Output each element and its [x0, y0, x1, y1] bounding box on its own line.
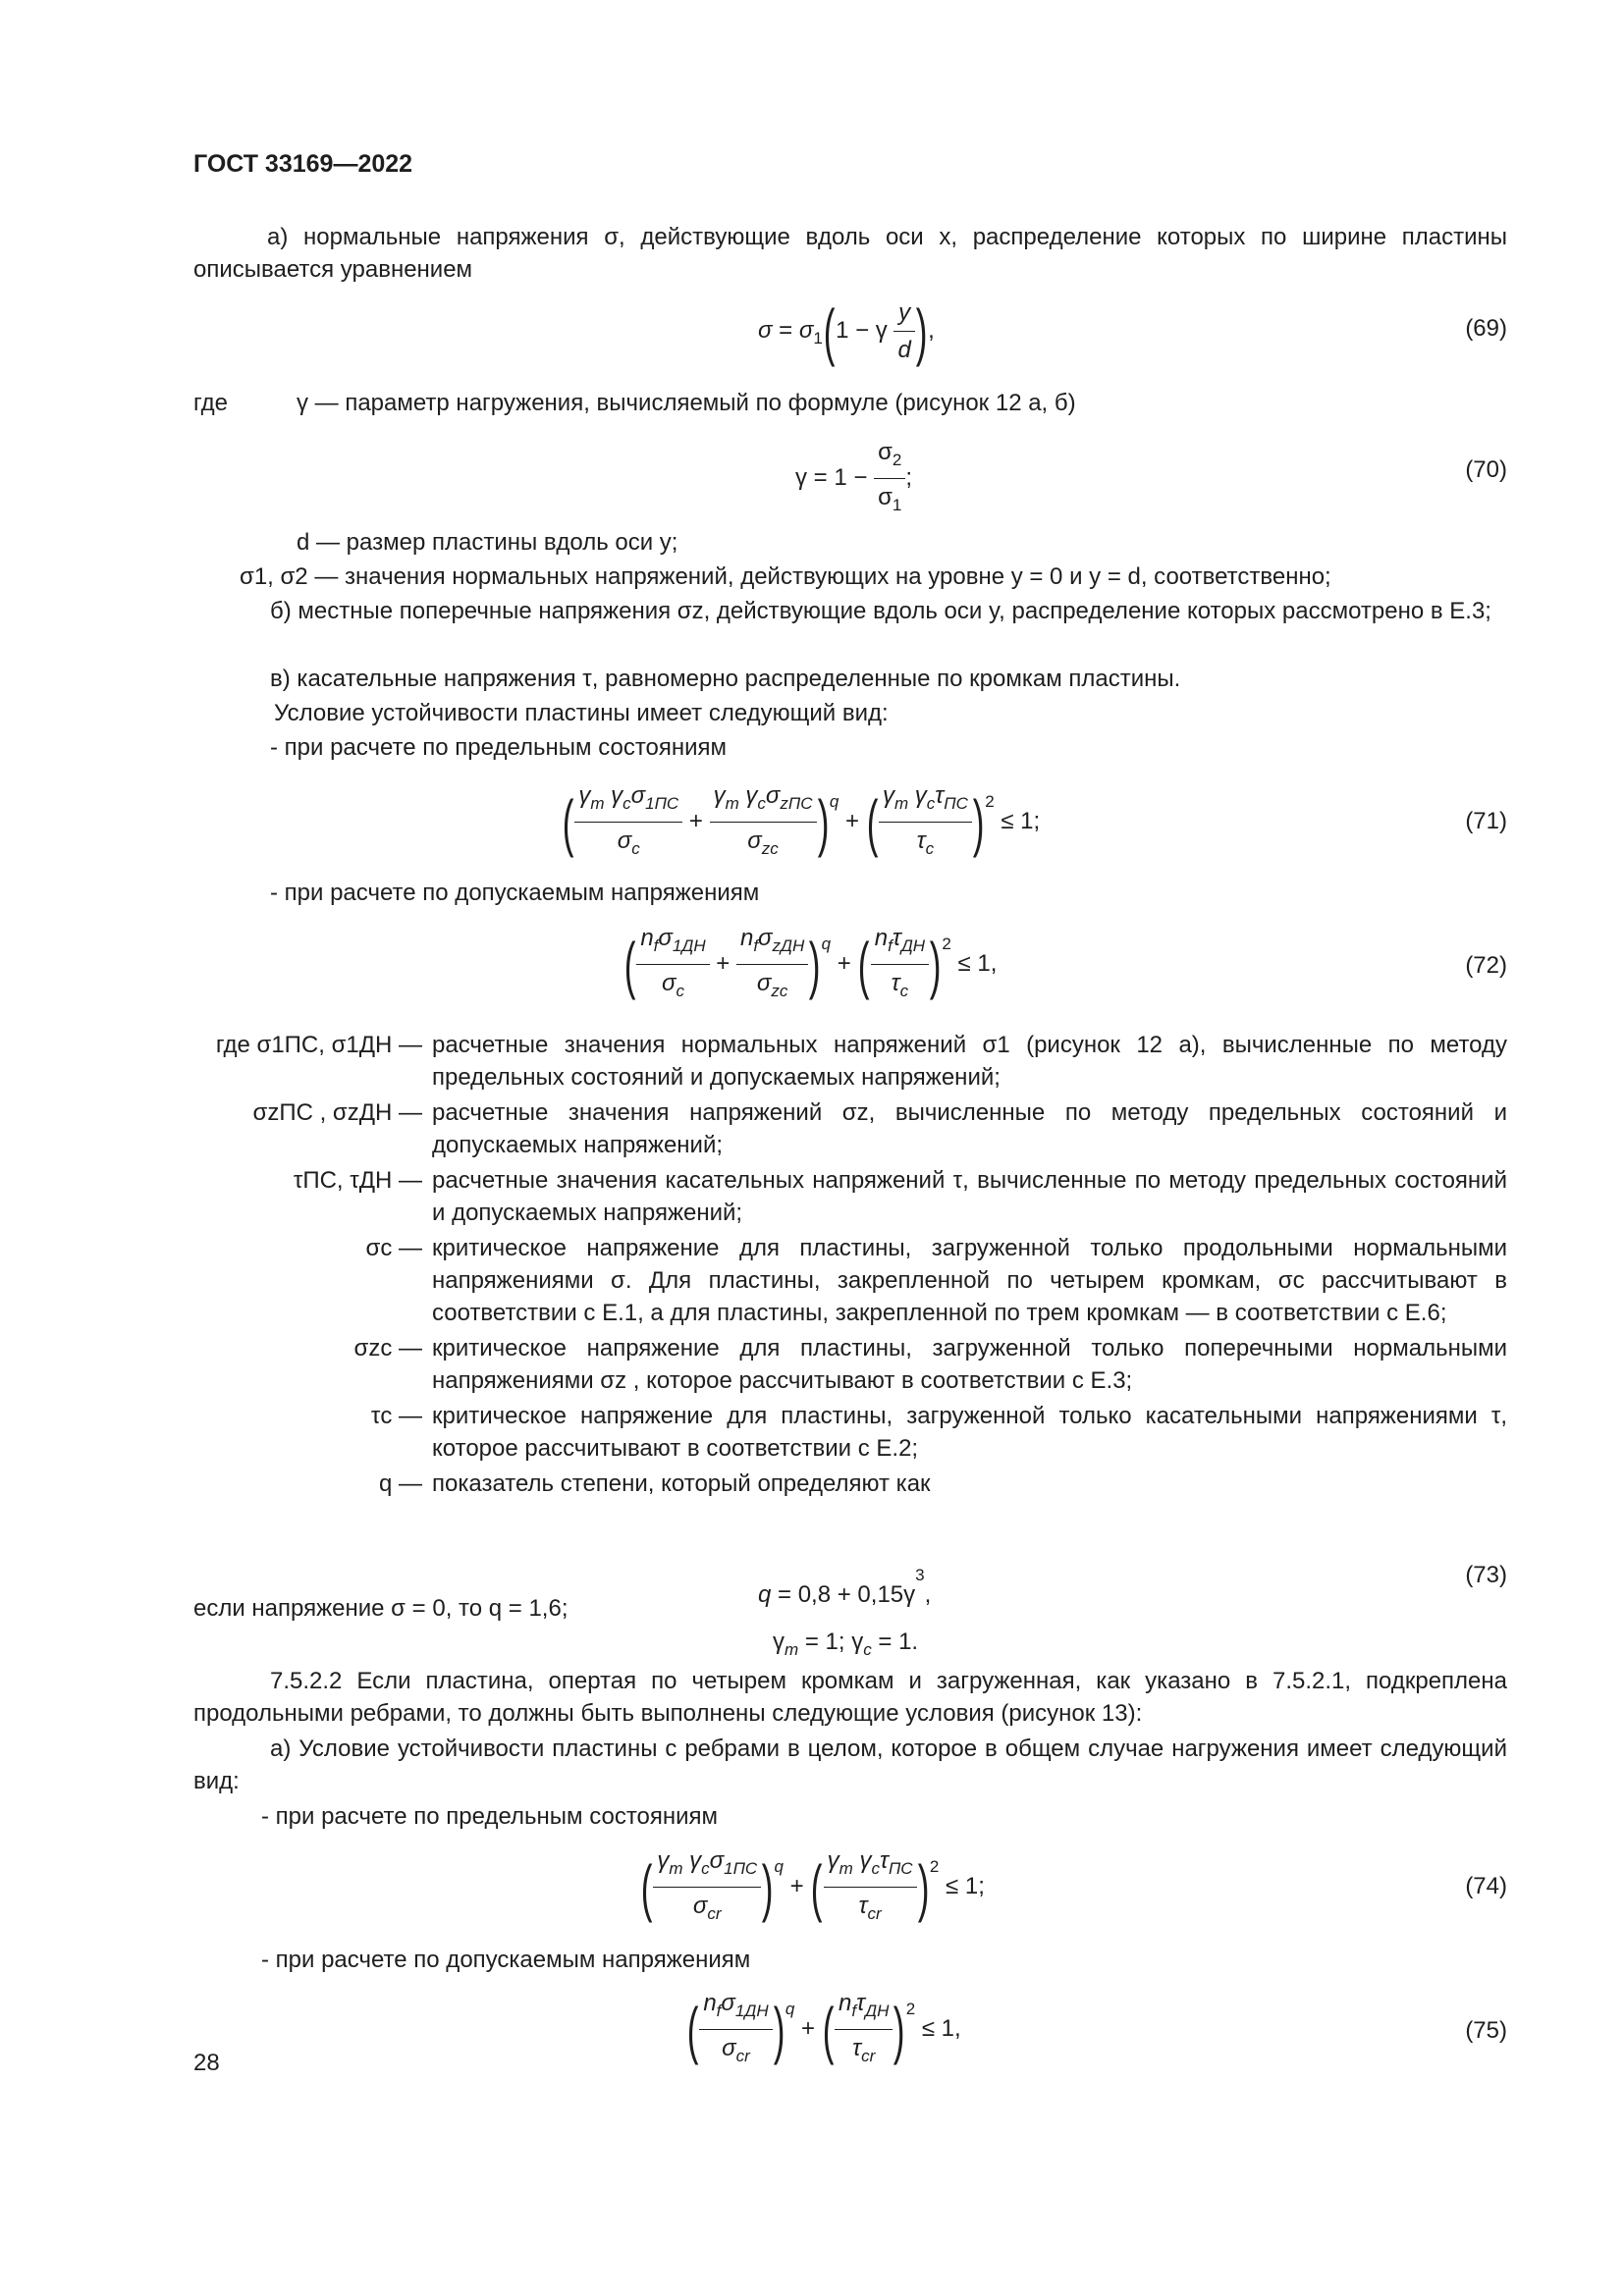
equation-73: [193, 1559, 1507, 1608]
definition-term: σzПС , σzДН —: [252, 1099, 422, 1126]
paragraph-a: [193, 221, 1507, 286]
limit-states-1-text: - при расчете по предельным состояниям: [270, 734, 728, 761]
definitions-list: [193, 1029, 1507, 1500]
paragraph-condition: [193, 697, 1507, 729]
eq74-le: ≤ 1;: [946, 1872, 985, 1899]
paragraph-a-text: а) нормальные напряжения σ, действующие вдоль оси x, распределение которых по ширине пластины описывается уравнением: [193, 224, 1507, 283]
paragraph-b-text: б) местные поперечные напряжения σz, действующие вдоль оси y, распределение которых рассмотрено в Е.3;: [270, 598, 1491, 624]
definition-row: [193, 1400, 1507, 1465]
equation-75-formula: ( $\frac{n_f\sigma_{1ДН}}{\sigma_{cr}}$ )$^q$ + ( $\frac{n_f\tau_{ДН}}{\tau_{cr}}$ )$^2$ ≤ 1,: [686, 1987, 961, 2072]
allowable-2-text: - при расчете по допускаемым напряжениям: [261, 1947, 751, 1973]
equation-gamma-mc-formula: $\gamma_m = 1$; $\gamma_c = 1$.: [773, 1629, 919, 1659]
definition-row: [193, 1164, 1507, 1229]
definition-desc: критическое напряжение для пластины, загруженной только продольными нормальными напряжениями σ. Для пластины, закрепленной по четырем кромкам, σc рассчитывают в соответствии с Е.1, а для пластины, закрепленной по трем кромкам — в соответствии с Е.6;: [432, 1235, 1507, 1326]
equation-74: [193, 1841, 1507, 1939]
equation-73-formula: $q = 0,8 + 0,15\gamma^3$,: [758, 1566, 932, 1608]
paragraph-a2: [193, 1733, 1507, 1797]
definition-term: τПС, τДН —: [293, 1167, 422, 1194]
equation-gamma-mc: [193, 1626, 1507, 1661]
paragraph-condition-text: Условие устойчивости пластины имеет следующий вид:: [274, 700, 889, 726]
d-definition-text: d — размер пластины вдоль оси y;: [297, 529, 678, 556]
equation-69-number: (69): [1465, 315, 1507, 342]
definition-desc: расчетные значения нормальных напряжений σ1 (рисунок 12 а), вычисленные по методу предельных состояний и допускаемых напряжений;: [432, 1032, 1507, 1091]
page-number: 28: [193, 2050, 220, 2076]
eq69-lhs: $\sigma = \sigma_1$: [758, 316, 823, 347]
limit-states-1: [193, 731, 1507, 764]
paragraph-7522-text: 7.5.2.2 Если пластина, опертая по четырем кромкам и загруженная, как указано в 7.5.2.1, подкреплена продольными ребрами, то должны быть выполнены следующие условия (рисунок 13):: [193, 1668, 1507, 1727]
definition-term: где σ1ПС, σ1ДН —: [215, 1032, 422, 1058]
equation-71-number: (71): [1465, 808, 1507, 834]
definition-desc: расчетные значения касательных напряжений τ, вычисленные по методу предельных состояний и допускаемых напряжений;: [432, 1167, 1507, 1226]
equation-74-formula: ( $\frac{\gamma_m \gamma_c\sigma_{1ПС}}{\sigma_{cr}}$ )$^q$ + ( $\frac{\gamma_m \gamma_c\tau_{ПС}}{\tau_{cr}}$ )$^2$ ≤ 1;: [640, 1844, 985, 1930]
definition-term: σzc —: [353, 1335, 422, 1362]
document-header: ГОСТ 33169—2022: [193, 150, 413, 178]
definition-term: τc —: [370, 1403, 422, 1429]
equation-75: [193, 1983, 1507, 2081]
definition-term: q —: [378, 1470, 422, 1497]
definition-desc: критическое напряжение для пластины, загруженной только касательными напряжениями τ, которое рассчитывают в соответствии с Е.2;: [432, 1403, 1507, 1462]
eq71-le: ≤ 1;: [1001, 807, 1041, 834]
gamma-definition-text: γ — параметр нагружения, вычисляемый по формуле (рисунок 12 а, б): [297, 390, 1076, 416]
definition-row: [193, 1096, 1507, 1161]
eq72-le: ≤ 1,: [957, 949, 998, 977]
paragraph-v-text: в) касательные напряжения τ, равномерно распределенные по кромкам пластины.: [270, 666, 1181, 692]
equation-75-number: (75): [1465, 2017, 1507, 2044]
allowable-1-text: - при расчете по допускаемым напряжениям: [270, 880, 760, 906]
equation-71-formula: ( $\frac{\gamma_m \gamma_c\sigma_{1ПС}}{\sigma_c}$ + $\frac{\gamma_m \gamma_c\sigma_{zПС}}{\sigma_{zc}}$ )$^q$ + ( $\frac{\gamma_m \gamma_c\tau_{ПС}}{\tau_c}$ )$^2$ ≤ 1;: [562, 779, 1040, 865]
allowable-1: [193, 877, 1507, 909]
limit-states-2-text: - при расчете по предельным состояниям: [261, 1803, 719, 1830]
definition-desc: показатель степени, который определяют как: [432, 1470, 931, 1497]
equation-73-number: (73): [1465, 1562, 1507, 1588]
definition-row: [193, 1029, 1507, 1094]
definition-term: σc —: [365, 1235, 422, 1261]
gde-label: где: [193, 390, 229, 416]
allowable-2: [193, 1944, 1507, 1976]
sigma12-definition-text: σ1, σ2 — значения нормальных напряжений, действующих на уровне y = 0 и y = d, соответственно;: [240, 563, 1331, 590]
paragraph-a2-text: а) Условие устойчивости пластины с ребрами в целом, которое в общем случае нагружения имеет следующий вид:: [193, 1735, 1507, 1794]
equation-70-formula: γ = 1 − $\frac{\sigma_2}{\sigma_1}$ ;: [795, 436, 912, 521]
limit-states-2: [193, 1800, 1507, 1833]
equation-70-number: (70): [1465, 456, 1507, 483]
definition-row: [193, 1232, 1507, 1329]
equation-74-number: (74): [1465, 1873, 1507, 1899]
definition-desc: расчетные значения напряжений σz, вычисленные по методу предельных состояний и допускаемых напряжений;: [432, 1099, 1507, 1158]
if-sigma-zero: [193, 1592, 1507, 1625]
equation-72: [193, 918, 1507, 1016]
definition-row: [193, 1468, 1507, 1500]
eq75-le: ≤ 1,: [921, 2014, 961, 2042]
paragraph-b: [193, 595, 1507, 627]
equation-72-formula: ( $\frac{n_f\sigma_{1ДН}}{\sigma_c}$ + $\frac{n_f\sigma_{zДН}}{\sigma_{zc}}$ )$^q$ + ( $\frac{n_f\tau_{ДН}}{\tau_c}$ )$^2$ ≤ 1,: [623, 922, 997, 1007]
equation-71: [193, 775, 1507, 874]
definition-row: [193, 1332, 1507, 1397]
equation-69-formula: $\sigma = \sigma_1(1 - \gamma$ $\frac{y}{d}$ ),: [758, 295, 935, 367]
paragraph-v: [193, 663, 1507, 695]
definition-desc: критическое напряжение для пластины, загруженной только поперечными нормальными напряжениями σz , которое рассчитывают в соответствии с Е.3;: [432, 1335, 1507, 1394]
equation-70: [193, 432, 1507, 514]
paragraph-7522: [193, 1665, 1507, 1730]
if-sigma-zero-text: если напряжение σ = 0, то q = 1,6;: [193, 1595, 568, 1622]
equation-72-number: (72): [1465, 952, 1507, 979]
equation-69: [193, 293, 1507, 367]
